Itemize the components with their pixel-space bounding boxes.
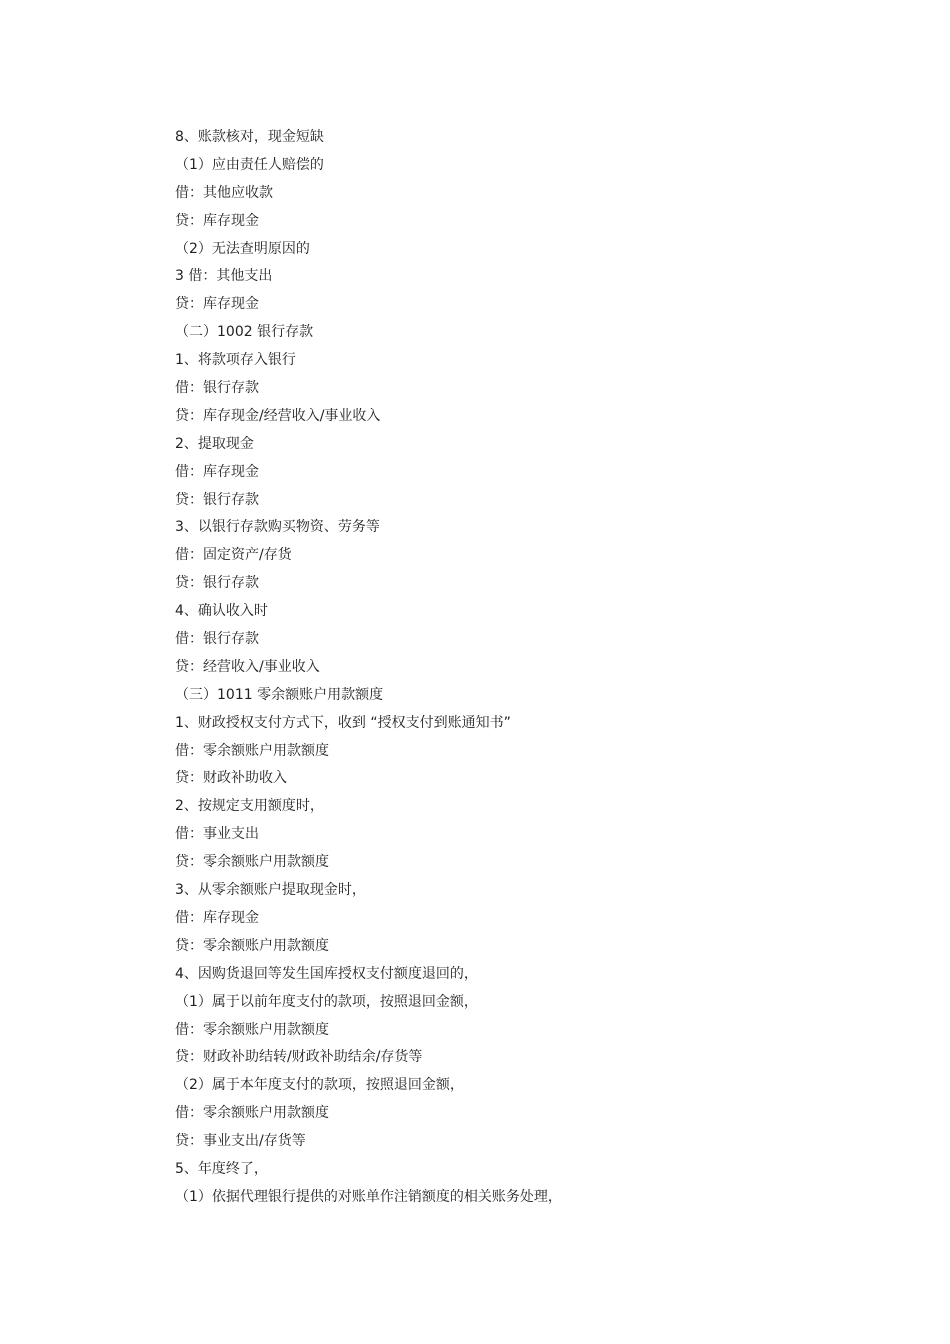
text-line: 1、财政授权支付方式下，收到 “授权支付到账通知书” — [175, 714, 511, 731]
text-line: 贷：经营收入/事业收入 — [175, 658, 320, 675]
text-line: 贷：银行存款 — [175, 575, 259, 592]
text-line: 贷：库存现金/经营收入/事业收入 — [175, 407, 381, 424]
text-line: 贷：财政补助收入 — [175, 770, 287, 787]
text-line: 1、将款项存入银行 — [175, 352, 296, 369]
text-line: 借：零余额账户用款额度 — [175, 1105, 329, 1122]
text-line: 借：事业支出 — [175, 826, 259, 843]
text-line: 借：固定资产/存货 — [175, 547, 292, 564]
text-line: 借：银行存款 — [175, 631, 259, 648]
text-line: 5、年度终了， — [175, 1160, 268, 1177]
text-line: 借：零余额账户用款额度 — [175, 1021, 329, 1038]
text-line: 借：库存现金 — [175, 463, 259, 480]
section-heading: （二）1002 银行存款 — [175, 324, 314, 341]
text-line: 贷：库存现金 — [175, 212, 259, 229]
text-line: 贷：零余额账户用款额度 — [175, 937, 329, 954]
text-line: 借：银行存款 — [175, 380, 259, 397]
text-line: 贷：库存现金 — [175, 296, 259, 313]
text-line: 4、因购货退回等发生国库授权支付额度退回的， — [175, 965, 478, 982]
text-line: 8、账款核对，现金短缺 — [175, 129, 324, 145]
text-line: 贷：财政补助结转/财政补助结余/存货等 — [175, 1049, 423, 1066]
text-line: （1）应由责任人赔偿的 — [175, 156, 324, 173]
section-heading: （三）1011 零余额账户用款额度 — [175, 686, 384, 703]
text-line: （1）属于以前年度支付的款项，按照退回金额， — [175, 993, 478, 1010]
text-line: （1）依据代理银行提供的对账单作注销额度的相关账务处理， — [175, 1188, 562, 1205]
text-line: 3 借：其他支出 — [175, 268, 273, 285]
text-line: 3、以银行存款购买物资、劳务等 — [175, 519, 380, 536]
text-line: 借：零余额账户用款额度 — [175, 742, 329, 759]
text-line: （2）无法查明原因的 — [175, 240, 310, 257]
text-line: 3、从零余额账户提取现金时， — [175, 882, 366, 899]
document-body — [175, 124, 875, 1212]
text-line: 2、按规定支用额度时， — [175, 798, 324, 815]
text-line: 贷：银行存款 — [175, 491, 259, 508]
text-line: 4、确认收入时 — [175, 603, 268, 620]
text-line: 借：库存现金 — [175, 909, 259, 926]
text-line: 贷：零余额账户用款额度 — [175, 854, 329, 871]
text-line: （2）属于本年度支付的款项，按照退回金额， — [175, 1077, 464, 1094]
text-line: 借：其他应收款 — [175, 184, 273, 201]
text-line: 贷：事业支出/存货等 — [175, 1133, 306, 1150]
text-line: 2、提取现金 — [175, 435, 254, 452]
